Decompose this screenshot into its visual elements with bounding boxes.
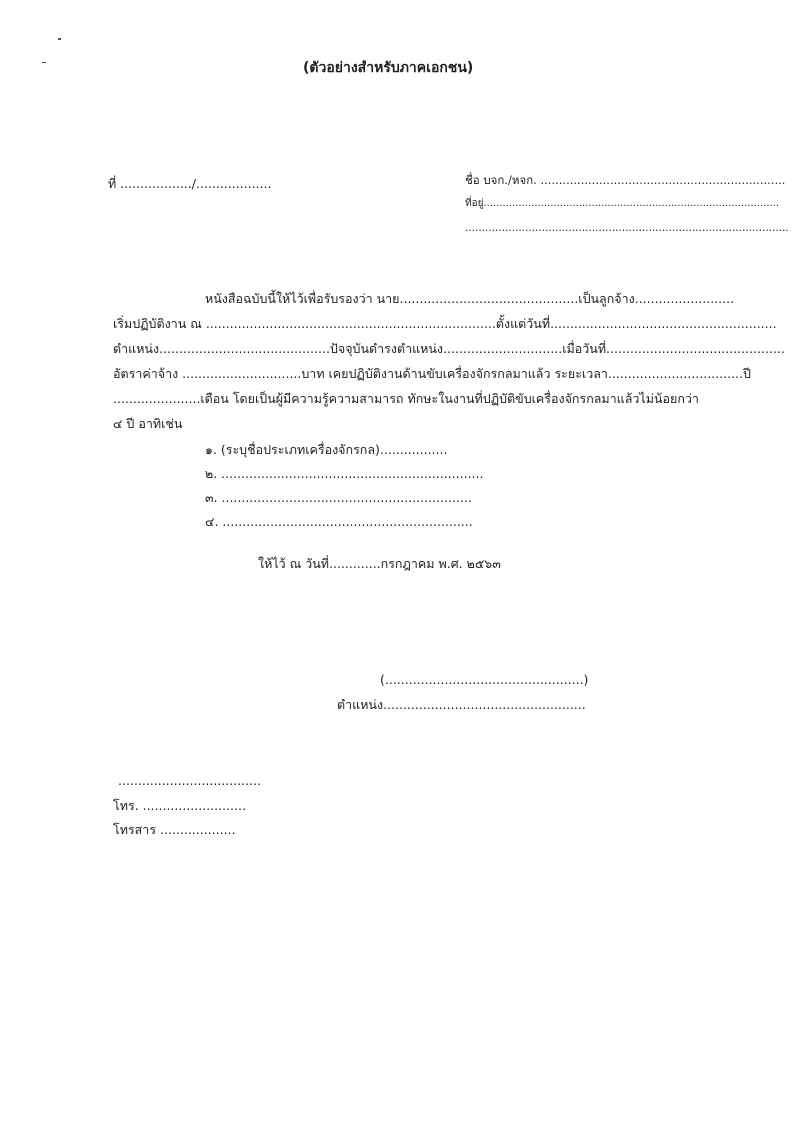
signature-name-line: (..................................................): [380, 672, 589, 687]
certification-line-1: หนังสือฉบับนี้ให้ไว้เพื่อรับรองว่า นาย.............................................เป็นลูกจ้าง.........................: [205, 291, 735, 306]
company-address-line-2: .................................................................................................: [465, 222, 789, 234]
certification-line-4: อัตราค่าจ้าง ..............................บาท เคยปฏิบัติงานด้านขับเครื่องจักรกลมาแล้ว ระยะเวลา..................................ปี: [113, 366, 751, 381]
machinery-item-3: ๓. ...............................................................: [205, 490, 472, 505]
contact-department-line: ....................................: [118, 773, 262, 788]
scan-speck: [58, 38, 61, 40]
certification-line-5: ......................เดือน โดยเป็นผู้มีความรู้ความสามารถ ทักษะในงานที่ปฏิบัติขับเครื่องจักรกลมาแล้วไม่น้อยกว่า: [113, 391, 699, 406]
certification-line-6: ๔ ปี อาทิเช่น: [113, 416, 183, 431]
contact-phone-line: โทร. ..........................: [113, 798, 246, 813]
machinery-item-2: ๒. ..................................................................: [205, 466, 484, 481]
company-address-line-1: ที่อยู่.............................................................................................: [465, 198, 780, 209]
certification-line-2: เริ่มปฏิบัติงาน ณ .........................................................................ตั้งแต่วันที่.........................................................: [113, 316, 777, 331]
signature-position-line: ตำแหน่ง...................................................: [337, 697, 586, 712]
certification-line-3: ตำแหน่ง...........................................ปัจจุบันดำรงตำแหน่ง..............................เมื่อวันที่.............................................: [113, 341, 785, 356]
machinery-item-4: ๔. ...............................................................: [205, 514, 473, 529]
document-title: (ตัวอย่างสำหรับภาคเอกชน): [303, 60, 474, 76]
issue-date-line: ให้ไว้ ณ วันที่.............กรกฎาคม พ.ศ. ๒๕๖๓: [258, 556, 501, 571]
machinery-item-1: ๑. (ระบุชื่อประเภทเครื่องจักรกล).................: [205, 442, 448, 457]
contact-fax-line: โทรสาร ...................: [113, 822, 236, 837]
reference-number-line: ที่ ................../...................: [108, 176, 272, 191]
scan-speck: [42, 62, 46, 63]
company-name-line: ชื่อ บจก./หจก. ...................................................................: [465, 173, 786, 187]
